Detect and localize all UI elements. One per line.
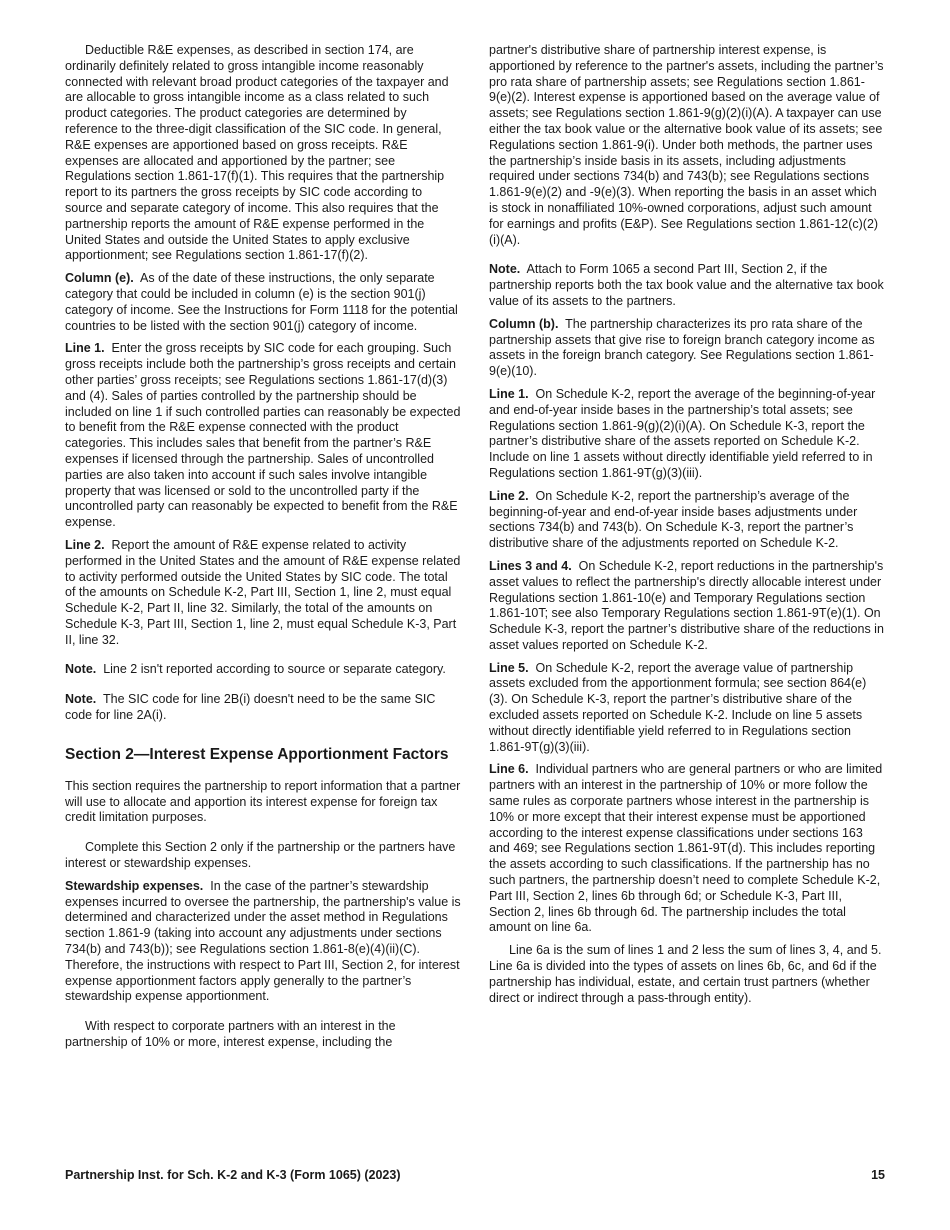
stewardship-paragraph xyxy=(65,879,461,1005)
section-2-complete-paragraph: Complete this Section 2 only if the partnership or the partners have interest or stewardship expenses. xyxy=(65,840,456,871)
line-1-text: On Schedule K-2, report the average of the beginning-of-year and end-of-year inside bases in the partnership’s total assets; see Regulations section 1.861-9(g)(2)(i)(A). On Schedule K-3, report the partner’s distributive share of the assets reported on Schedule K-2. Include on line 1 assets without directly identifiable yield referred to in Regulations section 1.861-9T(g)(3)(iii). xyxy=(489,386,876,480)
note-text: The SIC code for line 2B(i) doesn't need to be the same SIC code for line 2A(i). xyxy=(65,692,436,723)
note-heading: Note. xyxy=(65,692,97,707)
line-2-paragraph xyxy=(65,538,461,649)
line-1-paragraph xyxy=(489,387,885,482)
note-text: Line 2 isn't reported according to source or separate category. xyxy=(103,662,446,677)
line-1-heading: Line 1. xyxy=(489,386,529,401)
note-heading: Note. xyxy=(65,662,97,677)
footer-title: Partnership Inst. for Sch. K-2 and K-3 (Form 1065) (2023) xyxy=(65,1168,401,1182)
line-2-paragraph xyxy=(489,489,885,552)
column-e-heading: Column (e). xyxy=(65,271,134,286)
column-b-paragraph xyxy=(489,317,885,380)
rd-expenses-paragraph: Deductible R&E expenses, as described in section 174, are ordinarily definitely related to gross intangible income reasonably connected with relevant broad product categories of the taxpayer and are allocable to gross intangible income as a class related to such product categories. The product categories are determined by reference to the three-digit classification of the SIC code. In general, R&E expenses are apportioned based on gross receipts. R&E expenses are allocated and apportioned by the partner; see Regulations section 1.861-17(f)(1). This requires that the partnership report to its partners the gross receipts by SIC code according to source and separate category of income. This also requires that the partnership reports the amount of R&E expense performed in the United States and outside the United States to apply exclusive apportionment; see Regulations section 1.861-17(f)(2). xyxy=(65,43,449,263)
stewardship-heading: Stewardship expenses. xyxy=(65,878,204,893)
note-text: Attach to Form 1065 a second Part III, Section 2, if the partnership reports both the tax book value and the alternative tax book value of its assets to the partners. xyxy=(489,262,884,308)
lines-3-4-text: On Schedule K-2, report reductions in the partnership's asset values to reflect the partnership's directly allocable interest under Regulations section 1.861-10(e) and Temporary Regulations section 1.861-10T; see also Temporary Regulations section 1.861-9T(e)(1). On Schedule K-3, report the partner’s distributive share of the reductions in asset values reported on Schedule K-2. xyxy=(489,558,884,652)
line-6a-paragraph: Line 6a is the sum of lines 1 and 2 less the sum of lines 3, 4, and 5. Line 6a is divided into the types of assets on lines 6b, 6c, and 6d if the partnership has individual, estate, and certain trust partners (whether direct or indirect through a pass-through entity). xyxy=(489,943,882,1005)
page-number: 15 xyxy=(871,1168,885,1182)
note-line-2-paragraph xyxy=(65,662,461,678)
right-column xyxy=(489,43,885,1013)
line-6-text: Individual partners who are general partners or who are limited partners with an interest in the partnership of 10% or more follow the same rules as corporate partners whose interest in the partnership is 10% or more except that their interest expense must be apportioned according to the interest expense classifications under sections 163 and 469; see Regulations section 1.861-9T(d). This includes reporting the assets according to such classifications. If the partnership has no such partners, the partnership doesn’t need to complete Schedule K-2, Part III, Section 2, lines 6b through 6d; or Schedule K-3, Part III, Section 2, lines 6b through 6d. The partnership includes the total amount on line 6a. xyxy=(489,762,883,935)
line-6-paragraph xyxy=(489,762,885,936)
line-1-paragraph xyxy=(65,341,461,531)
section-2-intro: This section requires the partnership to report information that a partner will use to allocate and apportion its interest expense for foreign tax credit limitation purposes. xyxy=(65,778,461,825)
column-e-text: As of the date of these instructions, the only separate category that could be included in column (e) is the section 901(j) category of income. See the Instructions for Form 1118 for the potential countries to be listed with the section 901(j) category of income. xyxy=(65,271,458,333)
line-6-heading: Line 6. xyxy=(489,762,529,777)
line-5-text: On Schedule K-2, report the average value of partnership assets excluded from the apportionment formula; see section 864(e)(3). On Schedule K-3, report the partner’s distributive share of the excluded assets reported on Schedule K-2. Include on line 5 assets without directly identifiable yield referred to in Regulations section 1.861-9T(g)(3)(iii). xyxy=(489,660,867,754)
line-2-heading: Line 2. xyxy=(65,537,105,552)
note-attach-paragraph xyxy=(489,262,885,309)
column-b-text: The partnership characterizes its pro rata share of the partnership assets that give rise to foreign branch category income as assets in the foreign branch category. See Regulations section 1.861-9(e)(10). xyxy=(489,316,875,379)
line-2-heading: Line 2. xyxy=(489,488,529,503)
line-1-heading: Line 1. xyxy=(65,341,105,356)
note-heading: Note. xyxy=(489,262,521,277)
column-e-paragraph xyxy=(65,271,461,334)
note-sic-code-paragraph xyxy=(65,692,461,724)
line-5-paragraph xyxy=(489,661,885,756)
page-footer xyxy=(65,1168,885,1182)
column-b-heading: Column (b). xyxy=(489,316,559,331)
corporate-partners-paragraph: With respect to corporate partners with an interest in the partnership of 10% or more, interest expense, including the xyxy=(65,1019,396,1050)
line-2-text: On Schedule K-2, report the partnership’s average of the beginning-of-year and end-of-year inside bases adjustments under sections 734(b) and 743(b). On Schedule K-3, report the partner’s distributive share of the adjustments reported on Schedule K-2. xyxy=(489,488,858,551)
lines-3-4-heading: Lines 3 and 4. xyxy=(489,558,572,573)
continued-paragraph: partner's distributive share of partnership interest expense, is apportioned by reference to the partner's assets, including the partner’s pro rata share of partnership assets; see Regulations section 1.861-9(e)(2). Interest expense is apportioned based on the average value of assets; see Regulations section 1.861-9(g)(2)(i)(A). A taxpayer can use either the tax book value or the alternative book value of its assets; see Regulations section 1.861-9(i). Under both methods, the partner uses the partnership’s inside basis in its assets, including adjustments required under sections 734(b) and 743(b); see Regulations sections 1.861-9(e)(2) and -9(e)(3). When reporting the basis in an asset which is stock in nonaffiliated 10%-owned corporations, adjust such amount for earnings and profits (E&P). See Regulations section 1.861-12(c)(2)(i)(A). xyxy=(489,43,884,247)
line-5-heading: Line 5. xyxy=(489,660,529,675)
line-1-text: Enter the gross receipts by SIC code for each grouping. Such gross receipts include both the partnership’s gross receipts and certain other parties’ gross receipts; see Regulations sections 1.861-17(d)(3) and (4). Sales of parties controlled by the partnership should be included on line 1 if such controlled parties can reasonably be expected to benefit from the R&E expense connected with the product categories. This includes sales that benefit from the partner’s R&E expenses if licensed through the partnership. Sales of uncontrolled parties are also taken into account if such sales involve intangible property that was licensed or sold to the uncontrolled party if the uncontrolled party can reasonably be expected to benefit from the R&E expense. xyxy=(65,341,461,530)
left-column xyxy=(65,43,461,1058)
stewardship-text: In the case of the partner’s stewardship expenses incurred to oversee the partnership, the partnership's value is determined and characterized under the asset method in Regulations section 1.861-9 (taking into account any adjustments under sections 734(b) and 743(b)); see Regulations section 1.861-8(e)(4)(ii)(C). Therefore, the instructions with respect to Part III, Section 2, for interest expense apportionment factors apply generally to the partner’s stewardship expense apportionment. xyxy=(65,878,461,1004)
lines-3-4-paragraph xyxy=(489,559,885,654)
line-2-text: Report the amount of R&E expense related to activity performed in the United States and the amount of R&E expense related to activity performed outside the United States by SIC code. The total of the amounts on Schedule K-2, Part III, Section 1, line 2, must equal Schedule K-2, Part II, line 32. Similarly, the total of the amounts on Schedule K-3, Part III, Section 1, line 2, must equal Schedule K-3, Part II, line 32. xyxy=(65,537,461,647)
section-2-heading: Section 2—Interest Expense Apportionment Factors xyxy=(65,745,449,763)
